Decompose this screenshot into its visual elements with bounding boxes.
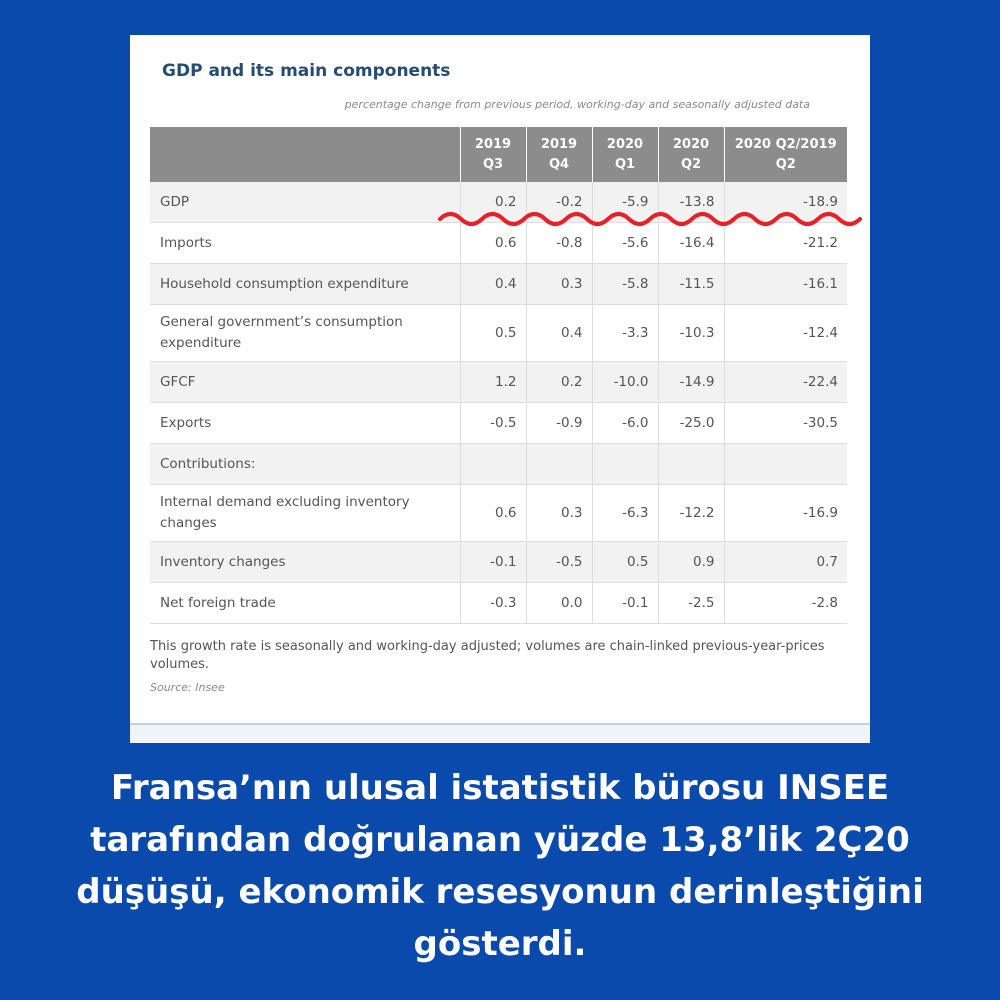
row-value: 0.2: [460, 182, 526, 223]
table-row-section: [150, 444, 847, 485]
row-value: -0.1: [592, 583, 658, 624]
row-value: [526, 444, 592, 485]
row-value: -0.8: [526, 223, 592, 264]
row-label: Exports: [150, 403, 460, 444]
header-year: 2019: [474, 136, 512, 152]
row-label: GFCF: [150, 362, 460, 403]
row-value: -12.4: [724, 305, 847, 362]
row-value: -0.5: [526, 542, 592, 583]
header-year: 2020: [672, 136, 710, 152]
row-value: -16.9: [724, 485, 847, 542]
row-value: -13.8: [658, 182, 724, 223]
row-value: 0.3: [526, 264, 592, 305]
row-value: 0.2: [526, 362, 592, 403]
row-value: [724, 444, 847, 485]
header-cell: [526, 127, 592, 182]
table-row: [150, 485, 847, 542]
row-value: -16.4: [658, 223, 724, 264]
header-year: 2020: [606, 136, 644, 152]
header-cell: [592, 127, 658, 182]
row-value: -18.9: [724, 182, 847, 223]
row-value: 0.0: [526, 583, 592, 624]
table-card: [130, 35, 870, 743]
row-value: -6.3: [592, 485, 658, 542]
row-value: -10.3: [658, 305, 724, 362]
row-value: -0.5: [460, 403, 526, 444]
row-value: -21.2: [724, 223, 847, 264]
header-year: 2019: [540, 136, 578, 152]
row-value: 0.4: [460, 264, 526, 305]
table-note: This growth rate is seasonally and working-day adjusted; volumes are chain-linked previous-year-prices volumes.: [150, 639, 825, 672]
row-value: -11.5: [658, 264, 724, 305]
row-value: -6.0: [592, 403, 658, 444]
table-title: GDP and its main components: [162, 61, 451, 81]
row-label: Internal demand excluding inventory changes: [150, 485, 460, 542]
row-value: 1.2: [460, 362, 526, 403]
table-row: [150, 305, 847, 362]
header-cell: [724, 127, 847, 182]
header-cell: [658, 127, 724, 182]
row-value: -3.3: [592, 305, 658, 362]
row-label: Contributions:: [150, 444, 460, 485]
row-value: -0.9: [526, 403, 592, 444]
header-quarter: Q2: [775, 156, 796, 172]
card-footer-band: [130, 725, 870, 743]
row-value: -2.8: [724, 583, 847, 624]
row-value: 0.7: [724, 542, 847, 583]
row-value: 0.5: [460, 305, 526, 362]
row-value: 0.6: [460, 485, 526, 542]
table-row: [150, 264, 847, 305]
row-value: -5.6: [592, 223, 658, 264]
table-row: [150, 403, 847, 444]
row-value: [460, 444, 526, 485]
table-row: [150, 362, 847, 403]
row-label: Imports: [150, 223, 460, 264]
row-value: -16.1: [724, 264, 847, 305]
row-value: -30.5: [724, 403, 847, 444]
row-label: Household consumption expenditure: [150, 264, 460, 305]
row-value: 0.9: [658, 542, 724, 583]
table-subtitle: percentage change from previous period, working-day and seasonally adjusted data: [344, 98, 810, 111]
row-label: GDP: [150, 182, 460, 223]
row-label: General government’s consumption expenditure: [150, 305, 460, 362]
row-value: -25.0: [658, 403, 724, 444]
row-value: -0.1: [460, 542, 526, 583]
row-value: -14.9: [658, 362, 724, 403]
row-value: -12.2: [658, 485, 724, 542]
row-value: [592, 444, 658, 485]
row-value: -2.5: [658, 583, 724, 624]
row-value: -0.2: [526, 182, 592, 223]
row-value: -5.9: [592, 182, 658, 223]
row-value: 0.3: [526, 485, 592, 542]
row-value: -10.0: [592, 362, 658, 403]
table-row: [150, 542, 847, 583]
red-wavy-underline: [437, 206, 863, 232]
row-label: Net foreign trade: [150, 583, 460, 624]
row-value: -0.3: [460, 583, 526, 624]
row-value: [658, 444, 724, 485]
row-label: Inventory changes: [150, 542, 460, 583]
row-value: 0.4: [526, 305, 592, 362]
row-value: 0.5: [592, 542, 658, 583]
caption-text: Fransa’nın ulusal istatistik bürosu INSEE tarafından doğrulanan yüzde 13,8’lik 2Ç20 düşüşü, ekonomik resesyonun derinleştiğini gösterdi.: [76, 768, 924, 964]
header-cell: [460, 127, 526, 182]
row-value: 0.6: [460, 223, 526, 264]
header-quarter: Q2: [680, 156, 702, 172]
header-quarter: Q4: [548, 156, 570, 172]
table-row: [150, 583, 847, 624]
gdp-table: [150, 127, 847, 624]
header-quarter: Q3: [482, 156, 504, 172]
header-year: 2020 Q2/2019: [734, 136, 837, 152]
wavy-underline-path: [440, 214, 860, 224]
header-quarter: Q1: [614, 156, 636, 172]
header-cell-label: [150, 127, 460, 182]
row-value: -22.4: [724, 362, 847, 403]
table-source: Source: Insee: [150, 681, 225, 694]
header-row: [150, 127, 847, 182]
row-value: -5.8: [592, 264, 658, 305]
